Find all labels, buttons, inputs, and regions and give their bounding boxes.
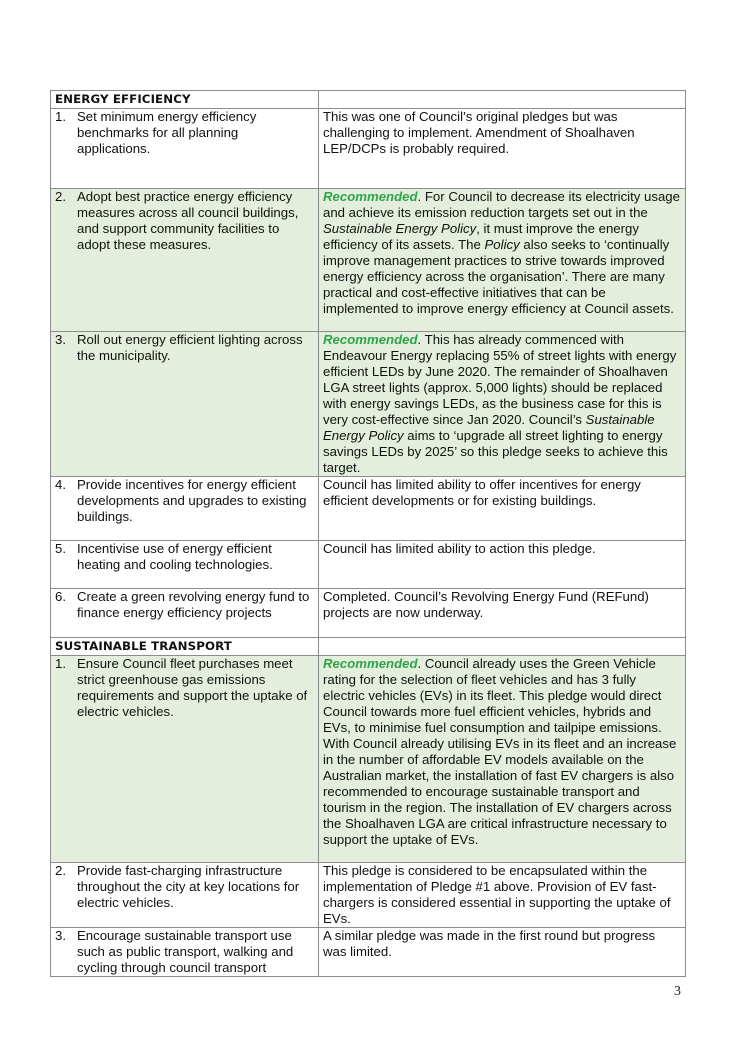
pledge-item [55, 656, 314, 720]
response-text: This was one of Council’s original pledges but was challenging to implement. Amendment of Shoalhaven LEP/DCPs is probably required. [323, 109, 635, 156]
section-title: ENERGY EFFICIENCY [51, 91, 319, 109]
pledge-item [55, 332, 314, 364]
response-text: This pledge is considered to be encapsulated within the implementation of Pledge #1 above. Provision of EV fast-chargers is considered essential in supporting the uptake of EVs. [323, 863, 671, 926]
pledge-row [51, 656, 686, 863]
pledge-number: 2. [55, 189, 66, 204]
response-text: Council has limited ability to offer incentives for energy efficient developments or for existing buildings. [323, 477, 641, 508]
pledge-number: 1. [55, 656, 66, 671]
pledge-cell [51, 541, 319, 589]
pledge-row [51, 928, 686, 977]
pledge-item [55, 589, 314, 621]
pledge-row [51, 541, 686, 589]
section-header-row [51, 638, 686, 656]
response-text: aims to ‘upgrade all street lighting to energy savings LEDs by 2025’ so this pledge seeks to achieve this target. [323, 428, 668, 475]
response-text: Completed. Council’s Revolving Energy Fund (REFund) projects are now underway. [323, 589, 649, 620]
response-text: also seeks to ‘continually improve management practices to strive towards improved energy efficiency across the organisation’. There are many practical and cost-effective initiatives that can be implemented to improve energy efficiency at Council assets. [323, 237, 674, 316]
pledge-cell [51, 109, 319, 189]
page-number: 3 [674, 984, 681, 999]
pledge-item [55, 863, 314, 911]
pledge-cell [51, 928, 319, 977]
pledges-table-body [51, 91, 686, 977]
section-title-empty-cell [319, 638, 686, 656]
response-cell [319, 541, 686, 589]
pledge-text: Incentivise use of energy efficient heating and cooling technologies. [77, 541, 273, 572]
response-cell [319, 589, 686, 638]
response-text: . Council already uses the Green Vehicle rating for the selection of fleet vehicles and has 3 fully electric vehicles (EVs) in its fleet. This pledge would direct Council towards more fuel efficient vehicles, hybrids and EVs, to minimise fuel consumption and tailpipe emissions. [323, 656, 662, 735]
response-cell [319, 656, 686, 863]
response-text: . This has already commenced with Endeavour Energy replacing 55% of street lights with energy efficient LEDs by June 2020. The remainder of Shoalhaven LGA street lights (approx. 5,000 lights) should be replaced with energy savings LEDs, as the business case for this is very cost-effective since Jan 2020. Council’s [323, 332, 677, 427]
pledge-cell [51, 477, 319, 541]
pledge-row [51, 589, 686, 638]
pledge-row [51, 863, 686, 928]
recommended-label: Recommended [323, 656, 418, 671]
pledge-number: 2. [55, 863, 66, 878]
pledge-number: 5. [55, 541, 66, 556]
recommended-label: Recommended [323, 332, 418, 347]
pledge-text: Provide incentives for energy efficient developments and upgrades to existing buildings. [77, 477, 307, 524]
pledge-cell [51, 656, 319, 863]
response-cell [319, 477, 686, 541]
response-text: Policy [484, 237, 520, 252]
pledge-row [51, 332, 686, 477]
pledge-text: Ensure Council fleet purchases meet strict greenhouse gas emissions requirements and support the uptake of electric vehicles. [77, 656, 308, 719]
pledge-number: 1. [55, 109, 66, 124]
response-cell [319, 189, 686, 332]
pledge-text: Roll out energy efficient lighting across the municipality. [77, 332, 303, 363]
section-title-empty-cell [319, 91, 686, 109]
response-text: . For Council to decrease its electricity usage and achieve its emission reduction targets set out in the [323, 189, 680, 220]
response-cell [319, 928, 686, 977]
response-text: Council has limited ability to action this pledge. [323, 541, 596, 556]
pledge-item [55, 928, 314, 976]
pledge-item [55, 477, 314, 525]
recommended-label: Recommended [323, 189, 418, 204]
pledge-item [55, 541, 314, 573]
pledge-cell [51, 589, 319, 638]
response-cell [319, 109, 686, 189]
response-cell [319, 863, 686, 928]
response-text: A similar pledge was made in the first round but progress was limited. [323, 928, 656, 959]
pledge-text: Provide fast-charging infrastructure throughout the city at key locations for electric vehicles. [77, 863, 300, 910]
section-header-row [51, 91, 686, 109]
response-cell [319, 332, 686, 477]
pledges-table [50, 90, 686, 977]
pledge-number: 6. [55, 589, 66, 604]
pledge-number: 4. [55, 477, 66, 492]
pledge-row [51, 477, 686, 541]
pledge-cell [51, 863, 319, 928]
response-text: With Council already utilising EVs in its fleet and an increase in the number of affordable EV models available on the Australian market, the installation of fast EV chargers is also recommended to encourage sustainable transport and tourism in the region. The installation of EV chargers across the Shoalhaven LGA are critical infrastructure necessary to support the uptake of EVs. [323, 736, 677, 847]
pledge-text: Encourage sustainable transport use such as public transport, walking and cycling through council transport [77, 928, 294, 975]
section-title: SUSTAINABLE TRANSPORT [51, 638, 319, 656]
pledge-text: Adopt best practice energy efficiency measures across all council buildings, and support community facilities to adopt these measures. [77, 189, 299, 252]
pledge-number: 3. [55, 928, 66, 943]
pledge-row [51, 109, 686, 189]
response-text: Sustainable Energy Policy [323, 221, 477, 236]
pledge-cell [51, 189, 319, 332]
pledge-item [55, 189, 314, 253]
pledge-row [51, 189, 686, 332]
response-text: Sustainable Energy Policy [323, 412, 655, 443]
response-text: , it must improve the energy efficiency of its assets. The [323, 221, 639, 252]
pledge-number: 3. [55, 332, 66, 347]
pledge-text: Create a green revolving energy fund to finance energy efficiency projects [77, 589, 310, 620]
pledge-cell [51, 332, 319, 477]
pledge-item [55, 109, 314, 157]
pledge-text: Set minimum energy efficiency benchmarks for all planning applications. [77, 109, 257, 156]
